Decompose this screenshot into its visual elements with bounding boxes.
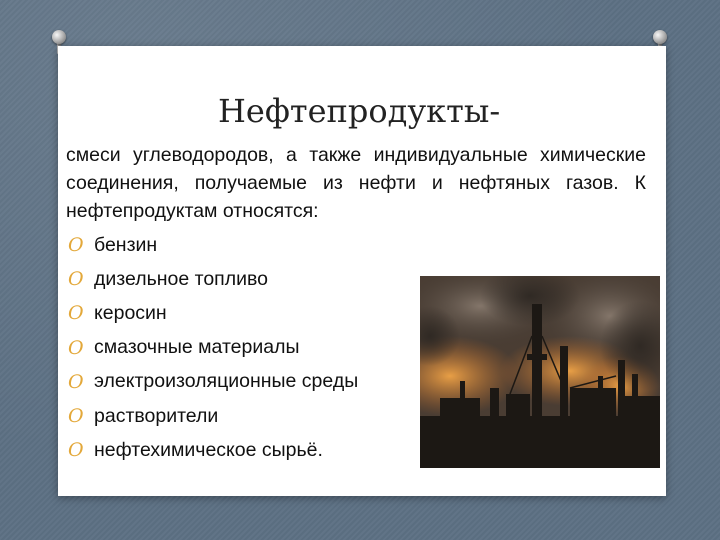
list-item-text: керосин <box>94 301 167 324</box>
list-item <box>68 296 428 330</box>
bullet-marker-icon: O <box>68 439 84 462</box>
list-item-text: электроизоляционные среды <box>94 370 359 393</box>
bullet-list <box>68 228 428 467</box>
bullet-marker-icon: O <box>68 302 84 325</box>
factory-smoke-photo <box>420 276 660 468</box>
slide-title: Нефтепродукты- <box>218 92 501 130</box>
bullet-marker-icon: O <box>68 268 84 291</box>
list-item <box>68 399 428 433</box>
bullet-marker-icon: O <box>68 370 84 393</box>
intro-paragraph: смеси углеводородов, а также индивидуальные химические соединения, получаемые из нефти и нефтяных газов. К нефтепродуктам относятся: <box>66 144 646 222</box>
list-item-text: бензин <box>94 233 158 256</box>
bullet-marker-icon: O <box>68 405 84 428</box>
factory-silhouette-image <box>420 276 660 468</box>
list-item-text: смазочные материалы <box>94 336 300 359</box>
list-item <box>68 331 428 365</box>
list-item-text: нефтехимическое сырьё. <box>94 438 323 461</box>
list-item <box>68 262 428 296</box>
list-item <box>68 228 428 262</box>
bullet-marker-icon: O <box>68 336 84 359</box>
list-item <box>68 365 428 399</box>
list-item-text: растворители <box>94 404 219 427</box>
list-item-text: дизельное топливо <box>94 267 268 290</box>
bullet-marker-icon: O <box>68 234 84 257</box>
list-item <box>68 433 428 467</box>
